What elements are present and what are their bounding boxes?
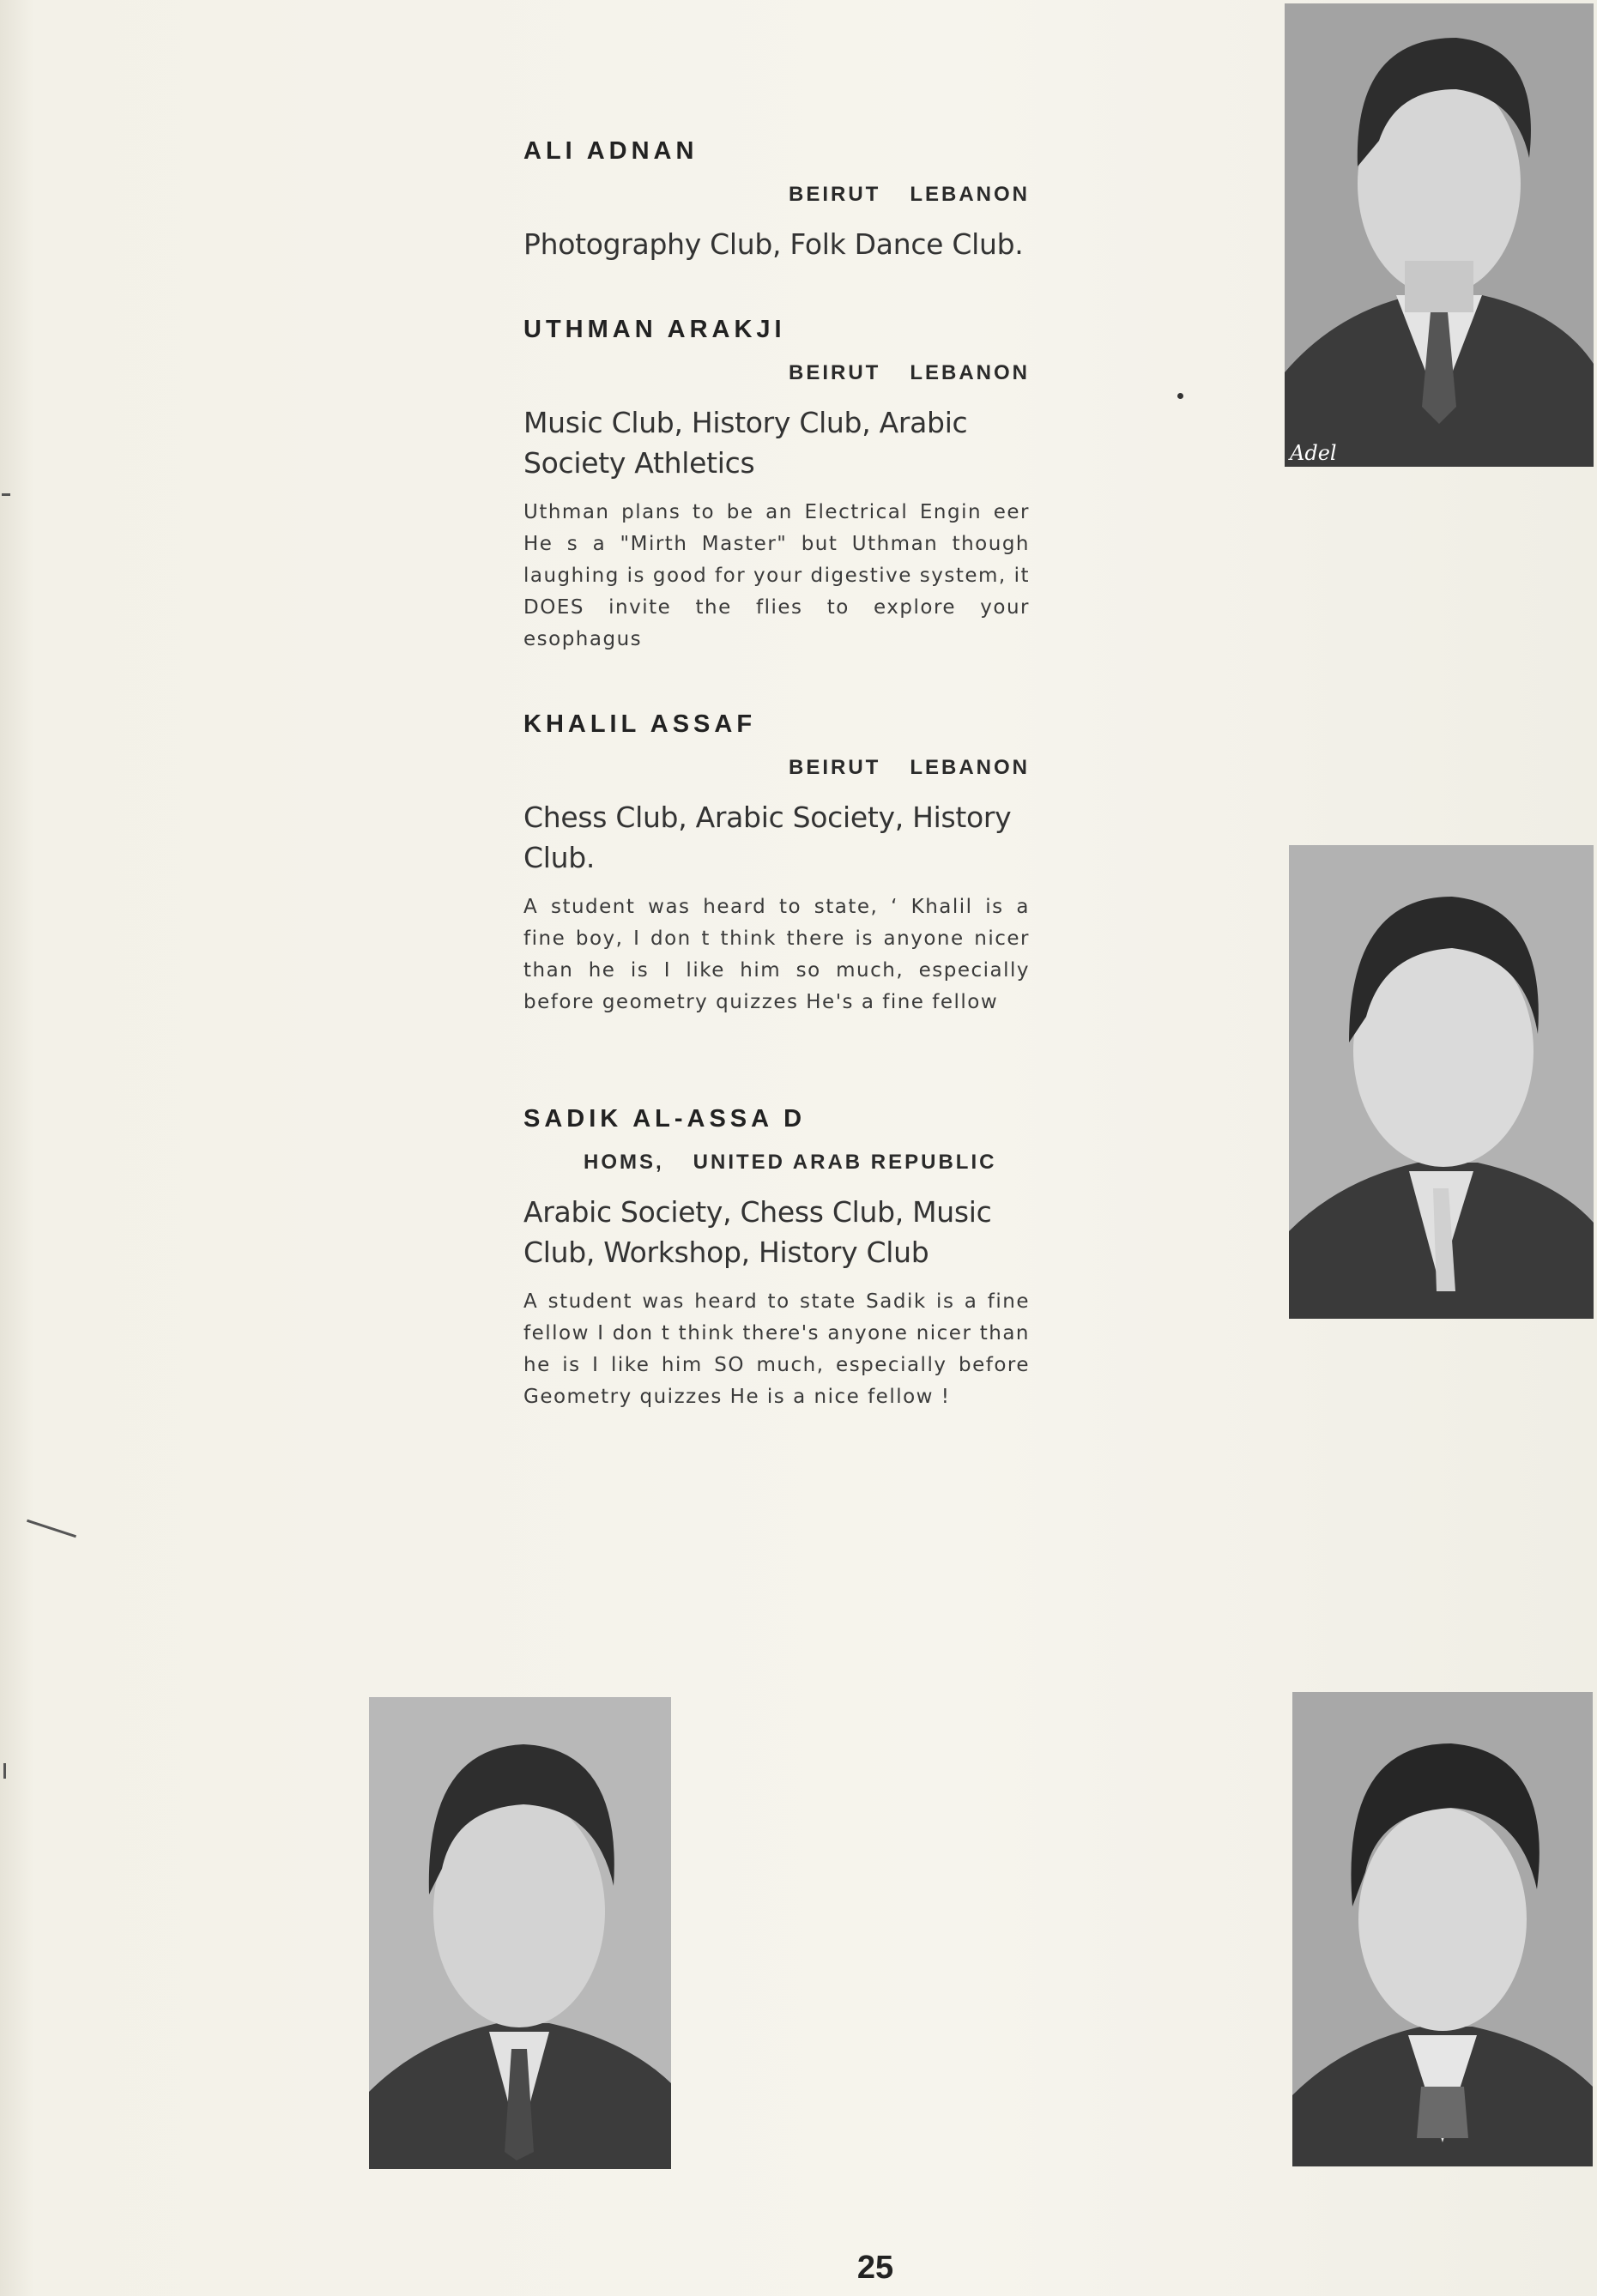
student-entry [523, 710, 1030, 1018]
student-activities: Arabic Society, Chess Club, Music Club, Workshop, History Club [523, 1195, 992, 1269]
student-city: BEIRUT [788, 361, 881, 384]
student-country: UNITED ARAB REPUBLIC [693, 1151, 997, 1174]
student-activities: Chess Club, Arabic Society, History Club. [523, 801, 1012, 874]
student-country: LEBANON [910, 756, 1030, 779]
student-activities: Music Club, History Club, Arabic Society Athletics [523, 406, 968, 480]
portrait-photo [369, 1697, 671, 2169]
student-entry [523, 137, 1030, 264]
student-country: LEBANON [910, 361, 1030, 384]
student-activities: Photography Club, Folk Dance Club. [523, 227, 1024, 261]
student-description: A student was heard to state, ‘ Khalil is a fine boy, I don t think there is anyone nicer than he is I like him so much, especially before geometry quizzes He's a fine fellow [523, 896, 1030, 1013]
edge-mark [1177, 393, 1183, 399]
student-name: ALI ADNAN [523, 137, 699, 165]
edge-mark [3, 1763, 6, 1779]
student-hometown [523, 183, 1030, 207]
student-country: LEBANON [910, 183, 1030, 206]
student-city: HOMS, [584, 1151, 664, 1174]
student-hometown [523, 1151, 1030, 1175]
student-description: A student was heard to state Sadik is a fine fellow I don t think there's anyone nicer than he is I like him SO much, especially before Geometry quizzes He is a nice fellow ! [523, 1290, 1030, 1408]
student-city: BEIRUT [788, 756, 881, 779]
student-entry [523, 1105, 1030, 1413]
student-city: BEIRUT [788, 183, 881, 206]
portrait-photo [1289, 845, 1594, 1319]
student-entry [523, 316, 1030, 656]
edge-mark [2, 493, 10, 496]
student-hometown [523, 361, 1030, 385]
student-hometown [523, 756, 1030, 780]
student-description: Uthman plans to be an Electrical Engin eer He s a "Mirth Master" but Uthman though laughing is good for your digestive system, it DOES invite the flies to explore your esophagus [523, 501, 1030, 650]
student-name: UTHMAN ARAKJI [523, 316, 786, 343]
portrait-photo [1292, 1692, 1593, 2166]
page-number: 25 [856, 2250, 894, 2286]
portrait-photo [1285, 3, 1594, 467]
photo-credit: Adel [1290, 441, 1337, 465]
student-name: KHALIL ASSAF [523, 710, 757, 738]
student-name: SADIK AL-ASSA D [523, 1105, 807, 1133]
